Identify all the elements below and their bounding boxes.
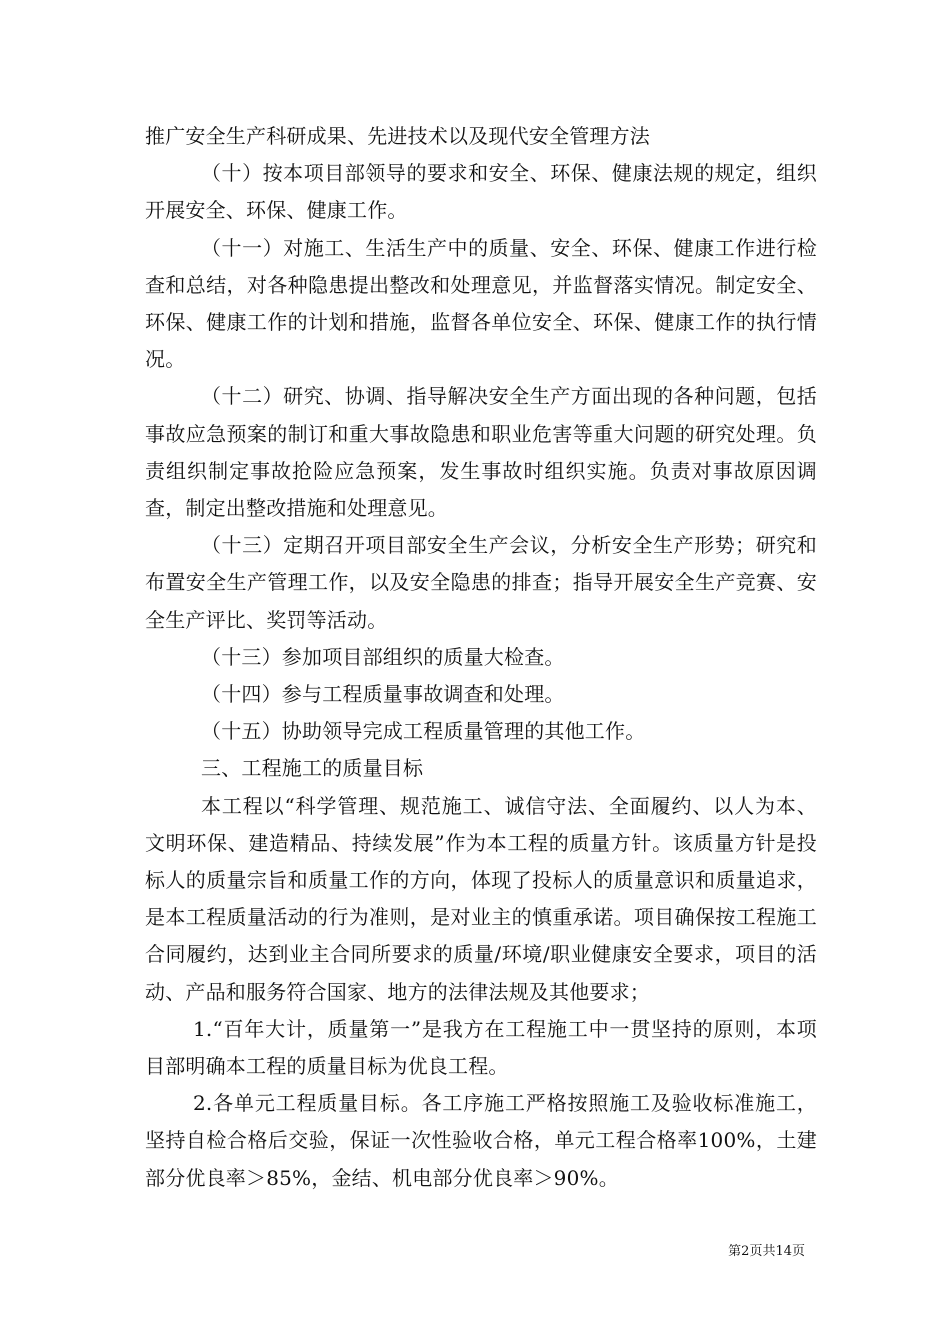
paragraph-item-13-inspection: （十三）参加项目部组织的质量大检查。 [201,644,565,669]
paragraph-quality-policy: 本工程以“科学管理、规范施工、诚信守法、全面履约、以人为本、文明环保、建造精品、持续发展”作为本工程的质量方针。该质量方针是投标人的质量宗旨和质量工作的方向，体现了投标人的质量意识和质量追求，是本工程质量活动的行为准则，是对业主的慎重承诺。项目确保按工程施工合同履约，达到业主合同所要求的质量/环境/职业健康安全要求，项目的活动、产品和服务符合国家、地方的法律法规及其他要求； [145,793,817,1004]
paragraph-item-11: （十一）对施工、生活生产中的质量、安全、环保、健康工作进行检查和总结，对各种隐患提出整改和处理意见，并监督落实情况。制定安全、环保、健康工作的计划和措施，监督各单位安全、环保、健康工作的执行情况。 [145,235,817,372]
paragraph-item-14: （十四）参与工程质量事故调查和处理。 [201,682,565,707]
paragraph-item-10: （十）按本项目部领导的要求和安全、环保、健康法规的规定，组织开展安全、环保、健康工作。 [145,161,817,223]
body-text [145,118,817,1197]
paragraph-target-1: 1.“百年大计，质量第一”是我方在工程施工中一贯坚持的原则，本项目部明确本工程的质量目标为优良工程。 [145,1016,817,1079]
paragraph-continuation: 推广安全生产科研成果、先进技术以及现代安全管理方法 [145,124,650,148]
section-heading-quality-target: 三、工程施工的质量目标 [201,756,424,781]
paragraph-item-15: （十五）协助领导完成工程质量管理的其他工作。 [201,719,646,744]
paragraph-item-13-meeting: （十三）定期召开项目部安全生产会议，分析安全生产形势；研究和布置安全生产管理工作，以及安全隐患的排查；指导开展安全生产竞赛、安全生产评比、奖罚等活动。 [145,533,817,632]
paragraph-item-12: （十二）研究、协调、指导解决安全生产方面出现的各种问题，包括事故应急预案的制订和重大事故隐患和职业危害等重大问题的研究处理。负责组织制定事故抢险应急预案，发生事故时组织实施。负责对事故原因调查，制定出整改措施和处理意见。 [145,384,817,521]
paragraph-target-2: 2.各单元工程质量目标。各工序施工严格按照施工及验收标准施工，坚持自检合格后交验，保证一次性验收合格，单元工程合格率100%，土建部分优良率＞85%，金结、机电部分优良率＞90%。 [145,1091,817,1190]
page-number-footer: 第2页共14页 [728,1244,805,1259]
